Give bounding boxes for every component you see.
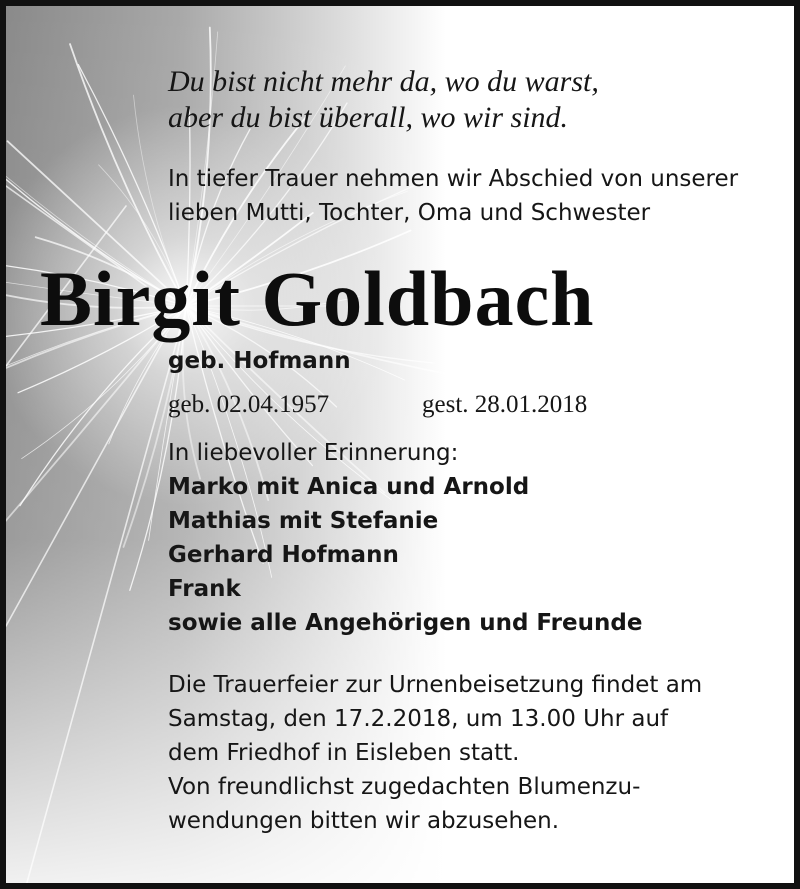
intro-text: [168, 162, 738, 230]
intro-line-2: lieben Mutti, Tochter, Oma und Schwester: [168, 200, 651, 226]
birth-date: geb. 02.04.1957: [168, 391, 330, 418]
mourner-name: Marko mit Anica und Arnold: [168, 474, 530, 500]
ceremony-line: Von freundlichst zugedachten Blumenzu-: [168, 774, 641, 800]
ceremony-line: Samstag, den 17.2.2018, um 13.00 Uhr auf: [168, 706, 669, 732]
mourners-heading: In liebevoller Erinnerung:: [168, 440, 459, 466]
mourners-list: [168, 470, 642, 640]
memorial-quote: [168, 64, 599, 136]
intro-line-1: In tiefer Trauer nehmen wir Abschied von unserer: [168, 166, 739, 192]
death-date: gest. 28.01.2018: [422, 391, 588, 418]
mourner-name: Frank: [168, 576, 241, 602]
ceremony-info: [168, 668, 702, 838]
ceremony-line: dem Friedhof in Eisleben statt.: [168, 740, 520, 766]
ceremony-line: wendungen bitten wir abzusehen.: [168, 808, 560, 834]
mourner-name: Mathias mit Stefanie: [168, 508, 439, 534]
ceremony-line: Die Trauerfeier zur Urnenbeisetzung findet am: [168, 672, 703, 698]
quote-line-2: aber du bist überall, wo wir sind.: [168, 101, 569, 134]
deceased-name: Birgit Goldbach: [40, 255, 595, 342]
mourner-name: sowie alle Angehörigen und Freunde: [168, 610, 643, 636]
mourner-name: Gerhard Hofmann: [168, 542, 399, 568]
quote-line-1: Du bist nicht mehr da, wo du warst,: [168, 65, 599, 98]
maiden-name: geb. Hofmann: [168, 348, 351, 374]
